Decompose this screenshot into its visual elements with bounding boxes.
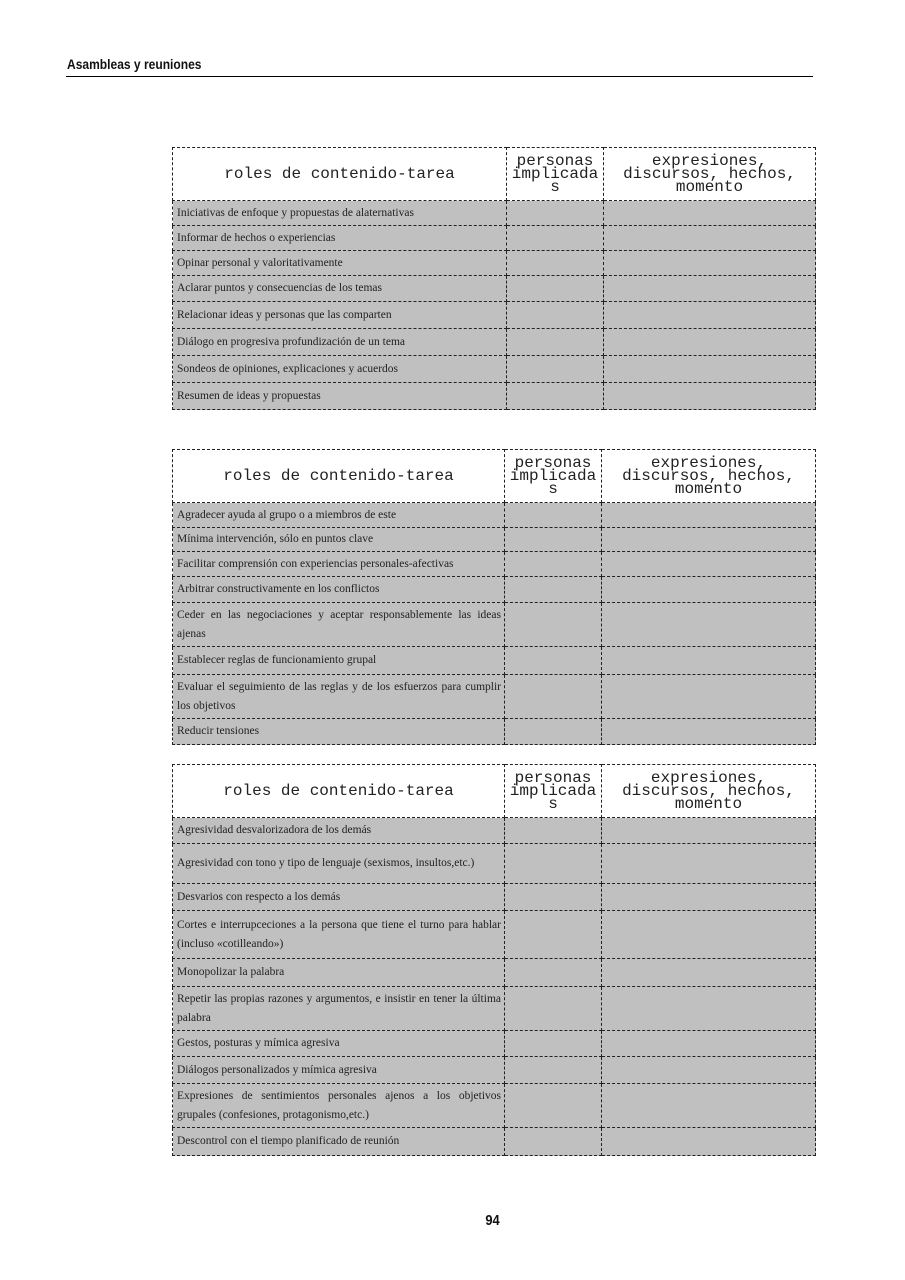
roles-table-3 — [172, 764, 816, 1156]
table-row-label: Evaluar el seguimiento de las reglas y de los esfuerzos para cumplir los objetivos — [173, 675, 505, 719]
personas-cell[interactable] — [507, 276, 604, 302]
expresiones-cell[interactable] — [604, 276, 816, 302]
table-row-label: Facilitar comprensión con experiencias personales-afectivas — [173, 552, 505, 577]
personas-cell[interactable] — [505, 1084, 602, 1128]
table-row-label: Opinar personal y valoritativamente — [173, 251, 507, 276]
personas-cell[interactable] — [505, 577, 602, 603]
table-row-label: Diálogo en progresiva profundización de un tema — [173, 329, 507, 356]
expresiones-cell[interactable] — [602, 884, 816, 911]
table-row-label: Mínima intervención, sólo en puntos clave — [173, 528, 505, 552]
table-row-label: Sondeos de opiniones, explicaciones y acuerdos — [173, 356, 507, 383]
personas-cell[interactable] — [505, 959, 602, 987]
personas-cell[interactable] — [505, 987, 602, 1031]
personas-cell[interactable] — [507, 226, 604, 251]
header-roles: roles de contenido-tarea — [173, 765, 505, 818]
expresiones-cell[interactable] — [602, 647, 816, 675]
table-row-label: Iniciativas de enfoque y propuestas de alaternativas — [173, 201, 507, 226]
header-rule — [66, 76, 813, 77]
roles-table-2 — [172, 449, 816, 745]
expresiones-cell[interactable] — [602, 503, 816, 528]
table-row-label: Cortes e interrupceciones a la persona que tiene el turno para hablar (incluso «cotilleando») — [173, 911, 505, 959]
header-roles: roles de contenido-tarea — [173, 450, 505, 503]
personas-cell[interactable] — [505, 675, 602, 719]
personas-cell[interactable] — [507, 329, 604, 356]
expresiones-cell[interactable] — [604, 329, 816, 356]
table-row-label: Diálogos personalizados y mímica agresiva — [173, 1057, 505, 1084]
personas-cell[interactable] — [507, 201, 604, 226]
personas-cell[interactable] — [505, 844, 602, 884]
table-row-label: Relacionar ideas y personas que las comparten — [173, 302, 507, 329]
expresiones-cell[interactable] — [602, 959, 816, 987]
expresiones-cell[interactable] — [602, 552, 816, 577]
expresiones-cell[interactable] — [602, 818, 816, 844]
personas-cell[interactable] — [505, 647, 602, 675]
header-personas: personas implicada s — [507, 148, 604, 201]
table-row-label: Agresividad con tono y tipo de lenguaje (sexismos, insultos,etc.) — [173, 844, 505, 884]
expresiones-cell[interactable] — [602, 1057, 816, 1084]
expresiones-cell[interactable] — [602, 577, 816, 603]
expresiones-cell[interactable] — [602, 719, 816, 745]
expresiones-cell[interactable] — [602, 675, 816, 719]
expresiones-cell[interactable] — [602, 844, 816, 884]
personas-cell[interactable] — [505, 552, 602, 577]
personas-cell[interactable] — [505, 818, 602, 844]
expresiones-cell[interactable] — [602, 528, 816, 552]
table-row-label: Arbitrar constructivamente en los conflictos — [173, 577, 505, 603]
table-row-label: Expresiones de sentimientos personales ajenos a los objetivos grupales (confesiones, protagonismo,etc.) — [173, 1084, 505, 1128]
header-personas: personas implicada s — [505, 765, 602, 818]
table-row-label: Establecer reglas de funcionamiento grupal — [173, 647, 505, 675]
table-row-label: Agradecer ayuda al grupo o a miembros de este — [173, 503, 505, 528]
personas-cell[interactable] — [505, 603, 602, 647]
page-number: 94 — [485, 1212, 500, 1229]
running-header: Asambleas y reuniones — [67, 56, 202, 72]
personas-cell[interactable] — [505, 503, 602, 528]
header-expresiones: expresiones, discursos, hechos, momento — [602, 765, 816, 818]
personas-cell[interactable] — [505, 528, 602, 552]
table-row-label: Repetir las propias razones y argumentos, e insistir en tener la última palabra — [173, 987, 505, 1031]
header-expresiones: expresiones, discursos, hechos, momento — [604, 148, 816, 201]
table-row-label: Informar de hechos o experiencias — [173, 226, 507, 251]
personas-cell[interactable] — [507, 356, 604, 383]
personas-cell[interactable] — [505, 884, 602, 911]
expresiones-cell[interactable] — [604, 383, 816, 410]
personas-cell[interactable] — [507, 383, 604, 410]
expresiones-cell[interactable] — [604, 251, 816, 276]
roles-table-1 — [172, 147, 816, 410]
header-personas: personas implicada s — [505, 450, 602, 503]
header-expresiones: expresiones, discursos, hechos, momento — [602, 450, 816, 503]
table-row-label: Reducir tensiones — [173, 719, 505, 745]
table-row-label: Ceder en las negociaciones y aceptar responsablemente las ideas ajenas — [173, 603, 505, 647]
header-roles: roles de contenido-tarea — [173, 148, 507, 201]
personas-cell[interactable] — [505, 911, 602, 959]
personas-cell[interactable] — [505, 1031, 602, 1057]
personas-cell[interactable] — [507, 302, 604, 329]
personas-cell[interactable] — [505, 1128, 602, 1156]
table-row-label: Monopolizar la palabra — [173, 959, 505, 987]
table-row-label: Desvarios con respecto a los demás — [173, 884, 505, 911]
table-row-label: Descontrol con el tiempo planificado de reunión — [173, 1128, 505, 1156]
expresiones-cell[interactable] — [602, 603, 816, 647]
expresiones-cell[interactable] — [604, 302, 816, 329]
expresiones-cell[interactable] — [604, 226, 816, 251]
table-row-label: Agresividad desvalorizadora de los demás — [173, 818, 505, 844]
personas-cell[interactable] — [505, 1057, 602, 1084]
expresiones-cell[interactable] — [602, 1128, 816, 1156]
expresiones-cell[interactable] — [604, 201, 816, 226]
expresiones-cell[interactable] — [602, 1084, 816, 1128]
expresiones-cell[interactable] — [602, 1031, 816, 1057]
expresiones-cell[interactable] — [604, 356, 816, 383]
expresiones-cell[interactable] — [602, 911, 816, 959]
personas-cell[interactable] — [507, 251, 604, 276]
table-row-label: Aclarar puntos y consecuencias de los temas — [173, 276, 507, 302]
expresiones-cell[interactable] — [602, 987, 816, 1031]
personas-cell[interactable] — [505, 719, 602, 745]
table-row-label: Gestos, posturas y mímica agresiva — [173, 1031, 505, 1057]
table-row-label: Resumen de ideas y propuestas — [173, 383, 507, 410]
